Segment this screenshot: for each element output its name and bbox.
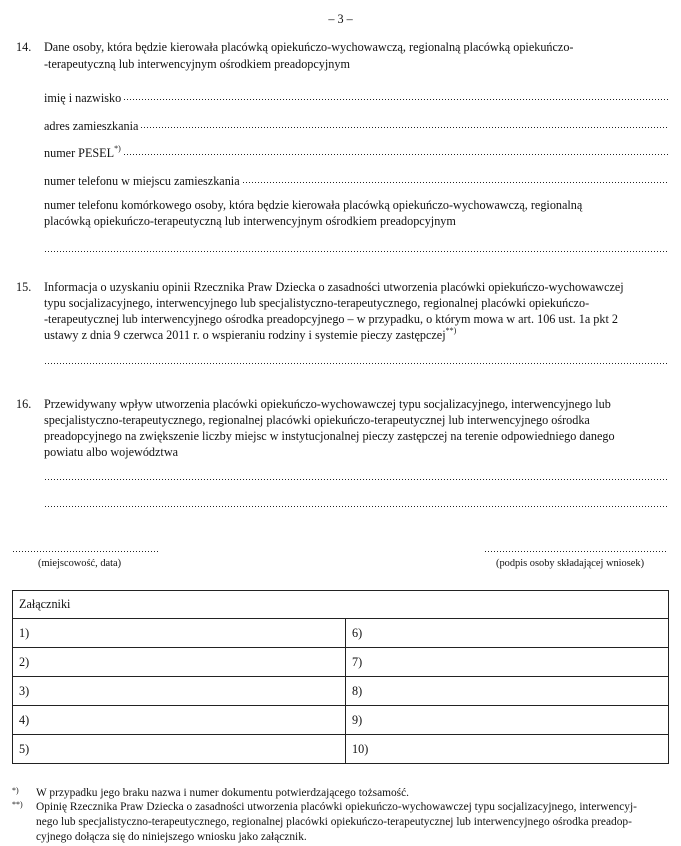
section-16-line-1: Przewidywany wpływ utworzenia placówki opiekuńczo-wychowawczej typu socjalizacyjnego, interwencyjnego lub xyxy=(44,397,611,411)
table-row xyxy=(13,648,669,677)
attachments-header-row xyxy=(13,591,669,619)
signature-dotted-line[interactable] xyxy=(484,550,668,553)
table-row xyxy=(13,619,669,648)
section-16-line-2: specjalistyczno-terapeutycznego, regionalnej placówki opiekuńczo-terapeutycznej lub interwencyjnego ośrodka xyxy=(44,413,590,427)
mobile-phone-dotted-line[interactable] xyxy=(44,250,668,253)
attachment-cell[interactable]: 5) xyxy=(13,735,346,764)
section-15-footnote-mark: **) xyxy=(445,325,457,335)
mobile-phone-label-line-1: numer telefonu komórkowego osoby, która będzie kierowała placówką opiekuńczo-wychowawczą, regionalną xyxy=(44,198,583,212)
table-row xyxy=(13,706,669,735)
section-15-number: 15. xyxy=(16,280,32,294)
section-15-line-2: typu socjalizacyjnego, interwencyjnego lub specjalistyczno-terapeutycznego, regionalnej placówki opiekuńczo- xyxy=(44,296,590,310)
place-date-dotted-line[interactable] xyxy=(12,550,158,553)
pesel-footnote-mark: *) xyxy=(114,143,121,153)
pesel-field[interactable] xyxy=(44,143,668,161)
footnote-1 xyxy=(0,786,681,801)
attachment-cell[interactable]: 4) xyxy=(13,706,346,735)
section-14-heading-line-1: Dane osoby, która będzie kierowała placówką opiekuńczo-wychowawczą, regionalną placówką opiekuńczo- xyxy=(44,40,574,54)
mobile-phone-label-line-2: placówką opiekuńczo-terapeutyczną lub interwencyjnym ośrodkiem preadopcyjnym xyxy=(44,214,456,228)
footnote-2-mark: **) xyxy=(12,800,23,809)
section-16-line-4: powiatu albo województwa xyxy=(44,445,179,459)
section-15-line-3: -terapeutycznej lub interwencyjnego ośrodka preadopcyjnego – w przypadku, o którym mowa w art. 106 ust. 1a pkt 2 xyxy=(44,312,619,326)
table-row xyxy=(13,735,669,764)
impact-dotted-line-1[interactable] xyxy=(44,478,668,481)
address-field[interactable] xyxy=(44,119,668,134)
place-date-label: (miejscowość, data) xyxy=(38,558,122,569)
footnote-2-line-3: cyjnego dołącza się do niniejszego wniosku jako załącznik. xyxy=(36,831,307,843)
full-name-dotted-line xyxy=(123,98,668,101)
section-15-line-1: Informacja o uzyskaniu opinii Rzecznika Praw Dziecka o zasadności utworzenia placówki opiekuńczo-wychowawczej xyxy=(44,280,624,294)
home-phone-label: numer telefonu w miejscu zamieszkania xyxy=(44,174,240,188)
opinion-dotted-line[interactable] xyxy=(44,362,668,365)
address-dotted-line xyxy=(140,126,668,129)
pesel-label-text: numer PESEL xyxy=(44,146,115,160)
attachment-cell[interactable]: 3) xyxy=(13,677,346,706)
attachment-cell[interactable]: 7) xyxy=(346,648,669,677)
attachment-cell[interactable]: 10) xyxy=(346,735,669,764)
attachment-cell[interactable]: 2) xyxy=(13,648,346,677)
footnote-2 xyxy=(0,800,681,846)
full-name-field[interactable] xyxy=(44,91,668,106)
footnote-1-text: W przypadku jego braku nazwa i numer dokumentu potwierdzającego tożsamość. xyxy=(36,787,410,799)
attachments-table xyxy=(12,590,669,764)
footnote-2-line-2: nego lub specjalistyczno-terapeutycznego, regionalnej placówki opiekuńczo-terapeutycznej lub interwencyjnego ośrodka preadop- xyxy=(36,816,632,828)
attachment-cell[interactable]: 9) xyxy=(346,706,669,735)
section-16-number: 16. xyxy=(16,397,32,411)
full-name-label: imię i nazwisko xyxy=(44,91,122,105)
pesel-dotted-line xyxy=(123,153,668,156)
address-label: adres zamieszkania xyxy=(44,119,139,133)
footnote-1-mark: *) xyxy=(12,786,19,795)
section-14-heading-line-2: -terapeutyczną lub interwencyjnym ośrodkiem preadopcyjnym xyxy=(44,57,350,71)
section-15-line-4-text: ustawy z dnia 9 czerwca 2011 r. o wspieraniu rodziny i systemie pieczy zastępczej xyxy=(44,328,446,342)
attachment-cell[interactable]: 8) xyxy=(346,677,669,706)
attachments-title: Załączniki xyxy=(13,591,669,619)
signature-label: (podpis osoby składającej wniosek) xyxy=(496,558,645,569)
section-16-line-3: preadopcyjnego na zwiększenie liczby miejsc w instytucjonalnej pieczy zastępczej na terenie odpowiedniego danego xyxy=(44,429,615,443)
page-number: – 3 – xyxy=(328,12,353,26)
attachment-cell[interactable]: 6) xyxy=(346,619,669,648)
impact-dotted-line-2[interactable] xyxy=(44,505,668,508)
home-phone-dotted-line xyxy=(242,181,668,184)
footnote-2-line-1: Opinię Rzecznika Praw Dziecka o zasadności utworzenia placówki opiekuńczo-wychowawczej typu socjalizacyjnego, interwencyj- xyxy=(36,801,637,813)
section-15-line-4 xyxy=(44,325,668,343)
attachment-cell[interactable]: 1) xyxy=(13,619,346,648)
table-row xyxy=(13,677,669,706)
section-14-number: 14. xyxy=(16,40,32,54)
home-phone-field[interactable] xyxy=(44,174,668,189)
pesel-label xyxy=(44,143,123,161)
